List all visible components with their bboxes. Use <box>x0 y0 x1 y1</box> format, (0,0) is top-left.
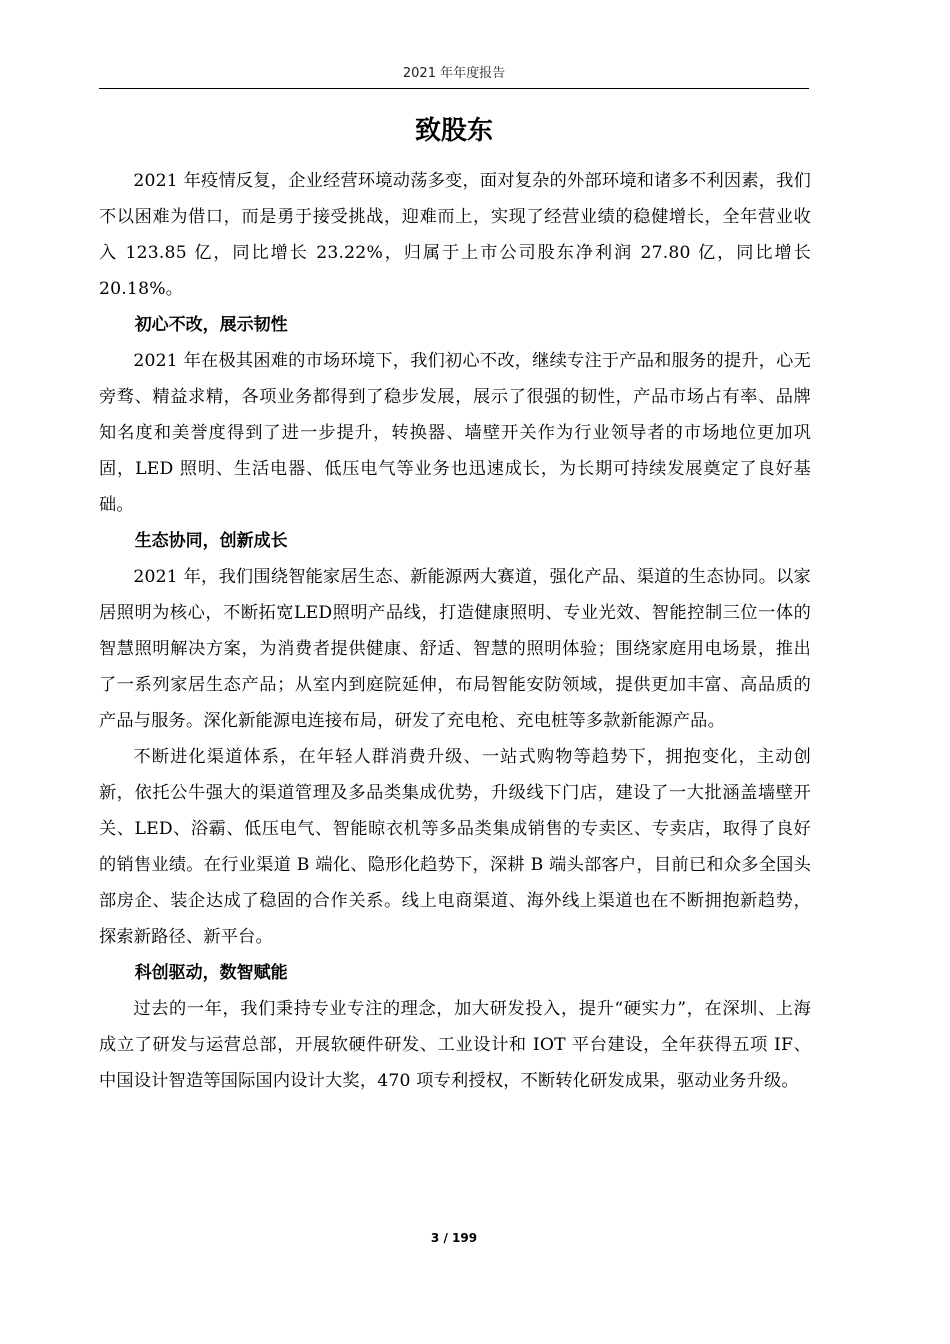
page-header: 2021 年年度报告 <box>402 66 506 81</box>
paragraph-resilience: 2021 年在极其困难的市场环境下，我们初心不改，继续专注于产品和服务的提升，心无旁骛、精益求精，各项业务都得到了稳步发展，展示了很强的韧性，产品市场占有率、品牌知名度和美誉度得到了进一步提升，转换器、墙壁开关作为行业领导者的市场地位更加巩固，LED 照明、生活电器、低压电气等业务也迅速成长，为长期可持续发展奠定了良好基础。 <box>99 351 811 515</box>
header-divider <box>99 88 809 89</box>
section-heading-resilience: 初心不改，展示韧性 <box>134 315 288 335</box>
section-heading-ecosystem: 生态协同，创新成长 <box>134 531 288 551</box>
paragraph-channels: 不断进化渠道体系，在年轻人群消费升级、一站式购物等趋势下，拥抱变化，主动创新，依托公牛强大的渠道管理及多品类集成优势，升级线下门店，建设了一大批涵盖墙壁开关、LED、浴霸、低压电气、智能晾衣机等多品类集成销售的专卖区、专卖店，取得了良好的销售业绩。在行业渠道 B 端化、隐形化趋势下，深耕 B 端头部客户，目前已和众多全国头部房企、装企达成了稳固的合作关系。线上电商渠道、海外线上渠道也在不断拥抱新趋势，探索新路径、新平台。 <box>99 747 811 947</box>
paragraph-performance-summary: 2021 年疫情反复，企业经营环境动荡多变，面对复杂的外部环境和诸多不利因素，我们不以困难为借口，而是勇于接受挑战，迎难而上，实现了经营业绩的稳健增长，全年营业收入 123.85 亿，同比增长 23.22%，归属于上市公司股东净利润 27.80 亿，同比增长 20.18%。 <box>99 171 811 299</box>
paragraph-ecosystem: 2021 年，我们围绕智能家居生态、新能源两大赛道，强化产品、渠道的生态协同。以家居照明为核心，不断拓宽LED照明产品线，打造健康照明、专业光效、智能控制三位一体的智慧照明解决方案，为消费者提供健康、舒适、智慧的照明体验；围绕家庭用电场景，推出了一系列家居生态产品；从室内到庭院延伸，布局智能安防领域，提供更加丰富、高品质的产品与服务。深化新能源电连接布局，研发了充电枪、充电桩等多款新能源产品。 <box>99 567 811 731</box>
paragraph-innovation: 过去的一年，我们秉持专业专注的理念，加大研发投入，提升“硬实力”，在深圳、上海成立了研发与运营总部，开展软硬件研发、工业设计和 IOT 平台建设，全年获得五项 IF、中国设计智造等国际国内设计大奖，470 项专利授权，不断转化研发成果，驱动业务升级。 <box>99 999 811 1091</box>
page-title: 致股东 <box>414 116 493 146</box>
section-heading-innovation: 科创驱动，数智赋能 <box>134 963 288 983</box>
letter-body <box>99 163 811 1099</box>
page-number: 3 / 199 <box>430 1231 478 1245</box>
